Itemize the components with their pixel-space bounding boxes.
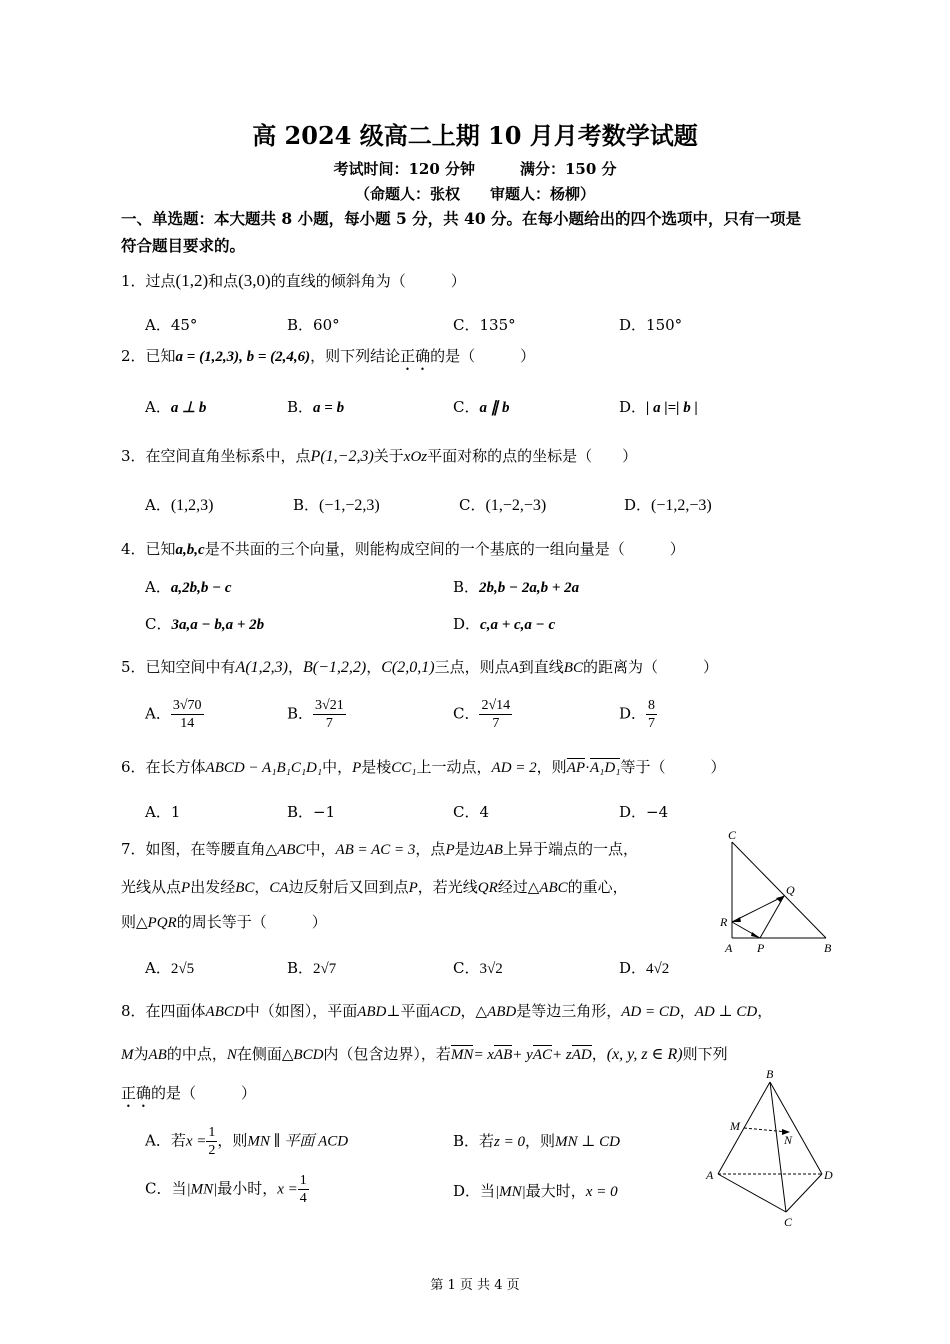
q3-option-a: A．(1,2,3)	[145, 496, 214, 514]
q7-triangle-figure	[716, 828, 840, 958]
q3-option-c: C．(1,−2,−3)	[459, 496, 547, 514]
q5-option-a: A． $\frac{3√70}{14}$	[145, 698, 202, 731]
q8-tetrahedron-figure	[700, 1066, 840, 1232]
q3-option-d: D．(−1,2,−3)	[624, 496, 712, 514]
q5-option-b: B． $\frac{3√21}{7}$	[287, 698, 344, 731]
page-title: 高 2024 级高二上期 10 月月考数学试题	[252, 121, 698, 150]
q2-option-c: C．a ∥ b	[453, 398, 510, 416]
exam-info: 考试时间：120 分钟 满分：150 分	[333, 160, 617, 178]
question-8-line-2: M为AB的中点，N在侧面△BCD内（包含边界），若MN= xAB+ yAC+ zAD，(x, y, z ∈ R)则下列	[121, 1045, 728, 1063]
section-heading-cont: 符合题目要求的。	[121, 236, 246, 255]
question-7-line-1: 7．如图，在等腰直角△ABC中，AB = AC = 3，点P是边AB上异于端点的一点，	[121, 840, 638, 858]
fig8-label-d: D	[824, 1168, 833, 1182]
q8-option-a: A．若x = $\frac{1}{2}$ ，则MN ∥ 平面 ACD	[145, 1125, 349, 1158]
fig7-label-q: Q	[786, 883, 795, 897]
q8-option-c: C．当|MN|最小时，x = $\frac{1}{4}$	[145, 1173, 307, 1206]
section-heading: 一、单选题：本大题共 8 小题，每小题 5 分，共 40 分。在每小题给出的四个选项中，只有一项是	[121, 209, 802, 228]
fig8-label-b: B	[766, 1067, 774, 1081]
q4-option-a: A．a,2b,b − c	[145, 578, 232, 596]
q6-option-d: D．−4	[619, 803, 669, 821]
q4-option-d: D．c,a + c,a − c	[453, 615, 556, 633]
fig8-label-m: M	[730, 1119, 740, 1133]
fig7-label-a: A	[725, 941, 733, 955]
question-5: 5．已知空间中有A(1,2,3)，B(−1,2,2)，C(2,0,1)三点，则点A到直线BC的距离为（ ）	[121, 658, 718, 676]
question-6: 6．在长方体ABCD − A₁B₁C₁D₁中，P是棱CC₁上一动点，AD = 2，则AP·A₁D₁等于（ ）	[121, 758, 726, 776]
q8-option-b: B．若z = 0，则MN ⊥ CD	[453, 1132, 620, 1150]
q6-option-c: C．4	[453, 803, 490, 821]
fig8-label-n: N	[784, 1133, 793, 1147]
q6-option-b: B．−1	[287, 803, 336, 821]
authors: （命题人：张权 审题人：杨柳）	[354, 185, 595, 203]
question-2: 2．已知a = (1,2,3), b = (2,4,6)，则下列结论正确的是（ ）	[121, 347, 536, 365]
question-7-line-3: 则△PQR的周长等于（ ）	[121, 913, 327, 931]
q2-option-b: B．a = b	[287, 398, 345, 416]
q2-option-a: A．a ⊥ b	[145, 398, 207, 416]
question-7-line-2: 光线从点P出发经BC，CA边反射后又回到点P，若光线QR经过△ABC的重心，	[121, 878, 628, 896]
q1-option-c: C．135°	[453, 316, 516, 334]
q6-option-a: A．1	[145, 803, 181, 821]
q3-option-b: B．(−1,−2,3)	[293, 496, 380, 514]
fig8-label-a: A	[706, 1168, 714, 1182]
question-4: 4．已知a,b,c是不共面的三个向量，则能构成空间的一个基底的一组向量是（ ）	[121, 540, 685, 558]
fig8-label-c: C	[784, 1215, 793, 1229]
question-3: 3．在空间直角坐标系中，点P(1,−2,3)关于xOz平面对称的点的坐标是（ ）	[121, 447, 638, 465]
q7-option-d: D．4√2	[619, 959, 670, 977]
q7-option-b: B．2√7	[287, 959, 337, 977]
q1-option-a: A．45°	[145, 316, 198, 334]
question-8-line-3: 正确的是（ ）	[121, 1084, 257, 1102]
fig7-label-c: C	[728, 828, 737, 842]
fig7-label-p: P	[757, 941, 765, 955]
q5-option-d: D． $\frac{8}{7}$	[619, 698, 656, 731]
q8-option-d: D．当|MN|最大时，x = 0	[453, 1182, 618, 1200]
q4-option-b: B．2b,b − 2a,b + 2a	[453, 578, 580, 596]
page-footer: 第 1 页 共 4 页	[430, 1278, 520, 1293]
q1-option-b: B．60°	[287, 316, 340, 334]
question-1: 1．过点(1,2)和点(3,0)的直线的倾斜角为（ ）	[121, 271, 466, 290]
q7-option-a: A．2√5	[145, 959, 195, 977]
fig7-label-r: R	[720, 915, 728, 929]
question-8-line-1: 8．在四面体ABCD中（如图），平面ABD⊥平面ACD，△ABD是等边三角形，AD = CD，AD ⊥ CD，	[121, 1002, 773, 1020]
q4-option-c: C．3a,a − b,a + 2b	[145, 615, 265, 633]
fig7-label-b: B	[824, 941, 832, 955]
q5-option-c: C． $\frac{2√14}{7}$	[453, 698, 511, 731]
q2-option-d: D．| a |=| b |	[619, 398, 698, 416]
q7-option-c: C．3√2	[453, 959, 503, 977]
q1-option-d: D．150°	[619, 316, 683, 334]
